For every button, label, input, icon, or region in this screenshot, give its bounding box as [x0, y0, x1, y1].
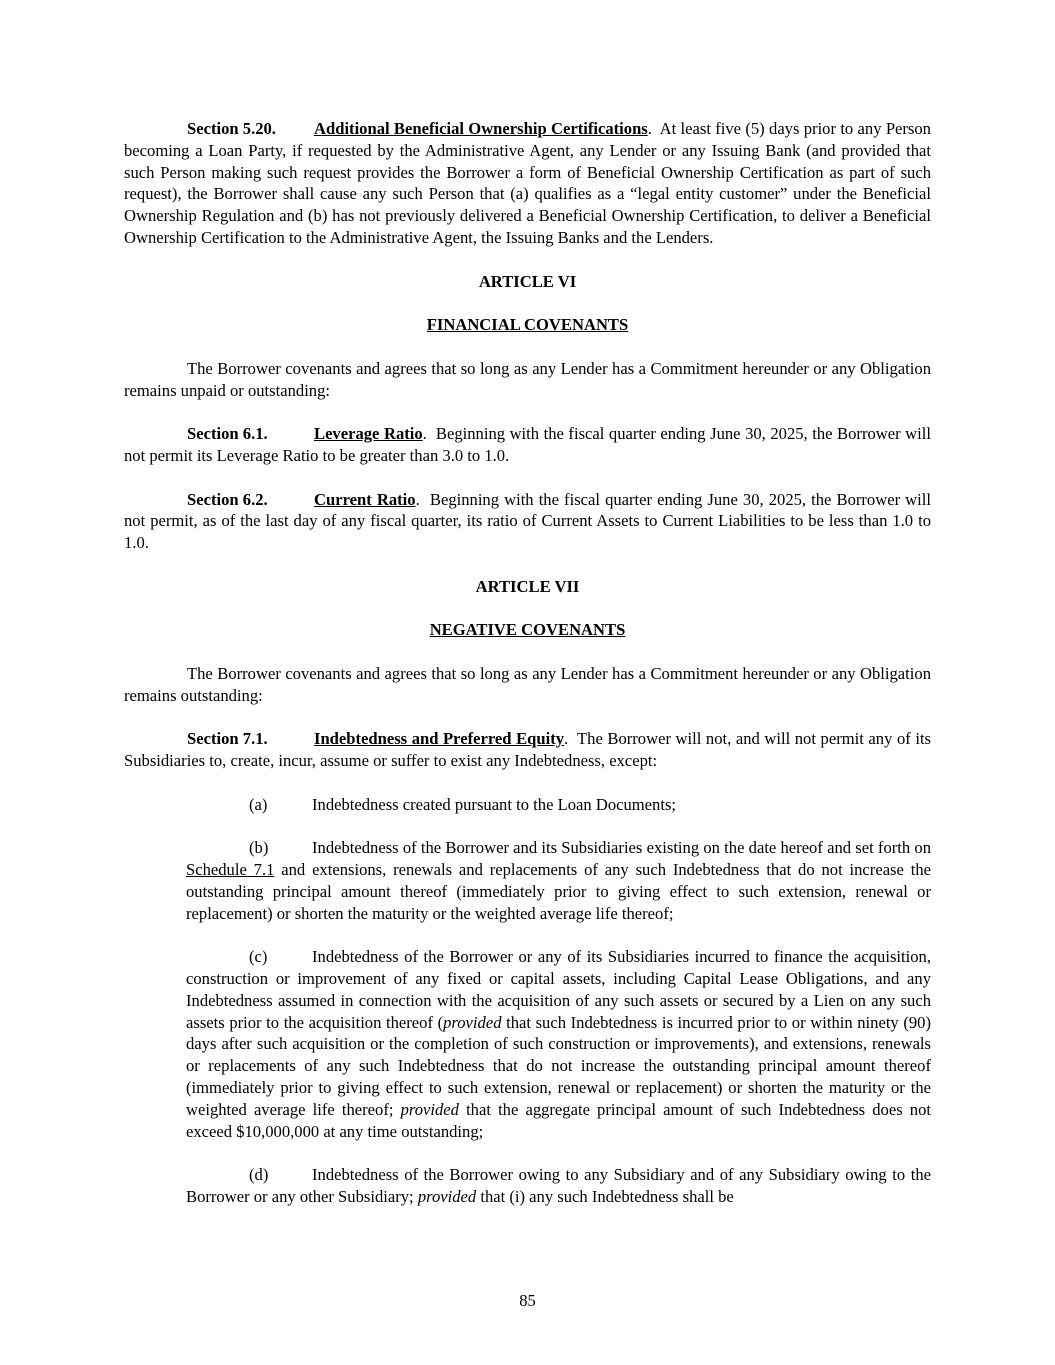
page-number: 85 [519, 1291, 536, 1310]
label-run: Section 7.1. [187, 729, 268, 749]
paragraph-covenant-intro-2 [124, 663, 931, 707]
label-run: Section 6.2. [187, 489, 268, 509]
paragraph-section-7-1 [124, 728, 931, 772]
text-run: The Borrower covenants and agrees that so long as any Lender has a Commitment hereunder or any Obligation remains outstanding: [124, 663, 931, 705]
text-run: Indebtedness of the Borrower owing to any Subsidiary and of any Subsidiary owing to the Borrower or any other Subsidiary; [186, 1165, 931, 1207]
list-item-d [186, 1164, 931, 1208]
text-run: Indebtedness of the Borrower and its Subsidiaries existing on the date hereof and set forth on [312, 838, 931, 858]
text-run: The Borrower covenants and agrees that so long as any Lender has a Commitment hereunder or any Obligation remains unpaid or outstanding: [124, 358, 931, 400]
paragraph-covenant-intro-1 [124, 358, 931, 402]
heading-financial-covenants [124, 314, 931, 336]
heading-article-vii [124, 576, 931, 598]
text-run: that (i) any such Indebtedness shall be [476, 1187, 734, 1207]
heading-negative-covenants [124, 619, 931, 641]
text-run: Indebtedness of the Borrower or any of its Subsidiaries incurred to finance the acquisition, construction or improvement of any fixed or capital assets, including Capital Lease Obligations, and any Indebtedness assumed in connection with the acquisition of any such assets or secured by a Lien on any such assets prior to the acquisition thereof ( [186, 947, 931, 1032]
text-run: ARTICLE VII [475, 576, 580, 596]
paragraph-section-6-2 [124, 489, 931, 554]
text-run: that the aggregate principal amount of such Indebtedness does not exceed $10,000,000 at any time outstanding; [186, 1099, 931, 1141]
list-item-b [186, 837, 931, 924]
label-run: Section 5.20. [187, 119, 276, 138]
list-item-c [186, 946, 931, 1142]
text-run: Additional Beneficial Ownership Certifications [314, 119, 648, 138]
list-item-a [186, 794, 931, 816]
label-run: (a) [249, 794, 268, 814]
text-run: ARTICLE VI [478, 271, 577, 291]
text-run: FINANCIAL COVENANTS [426, 315, 629, 335]
paragraph-section-5-20 [124, 118, 931, 249]
text-run: provided [417, 1187, 477, 1207]
label-run: (b) [249, 838, 269, 858]
text-run: . The Borrower will not, and will not permit any of its Subsidiaries to, create, incur, assume or suffer to exist any Indebtedness, except: [124, 729, 932, 771]
text-run: NEGATIVE COVENANTS [429, 620, 626, 640]
paragraph-section-6-1 [124, 423, 931, 467]
text-run: that such Indebtedness is incurred prior to or within ninety (90) days after such acquisition or the completion of such construction or improvements), and extensions, renewals or replacements of any such Indebtedness that do not increase the outstanding principal amount thereof (immediately prior to giving effect to such extension, renewal or replacement) or shorten the maturity or the weighted average life thereof; [186, 1012, 931, 1119]
text-run: Schedule 7.1 [186, 860, 275, 880]
text-run: Indebtedness created pursuant to the Loan Documents; [312, 794, 677, 814]
label-run: Section 6.1. [187, 424, 268, 444]
text-run: . At least five (5) days prior to any Person becoming a Loan Party, if requested by the Administrative Agent, any Lender or any Issuing Bank (and provided that such Person making such request provides the Borrower a form of Beneficial Ownership Certification as part of such request), the Borrower shall cause any such Person that (a) qualifies as a “legal entity customer” under the Beneficial Ownership Regulation and (b) has not previously delivered a Beneficial Ownership Certification, to deliver a Beneficial Ownership Certification to the Administrative Agent, the Issuing Banks and the Lenders. [124, 119, 931, 247]
text-run: Current Ratio [314, 489, 416, 509]
label-run: (d) [249, 1165, 269, 1185]
text-run: provided [400, 1099, 459, 1119]
text-run: Indebtedness and Preferred Equity [314, 729, 565, 749]
heading-article-vi [124, 271, 931, 293]
text-run: and extensions, renewals and replacements of any such Indebtedness that do not increase the outstanding principal amount thereof (immediately prior to giving effect to such extension, renewal or replacement) or shorten the maturity or the weighted average life thereof; [186, 860, 931, 923]
text-run: Leverage Ratio [314, 424, 423, 444]
text-run: . Beginning with the fiscal quarter ending June 30, 2025, the Borrower will not permit, as of the last day of any fiscal quarter, its ratio of Current Assets to Current Liabilities to be less than 1.0 to 1.0. [124, 489, 931, 553]
text-run: . Beginning with the fiscal quarter ending June 30, 2025, the Borrower will not permit its Leverage Ratio to be greater than 3.0 to 1.0. [124, 424, 931, 465]
label-run: (c) [249, 947, 268, 967]
text-run: provided [443, 1012, 502, 1032]
